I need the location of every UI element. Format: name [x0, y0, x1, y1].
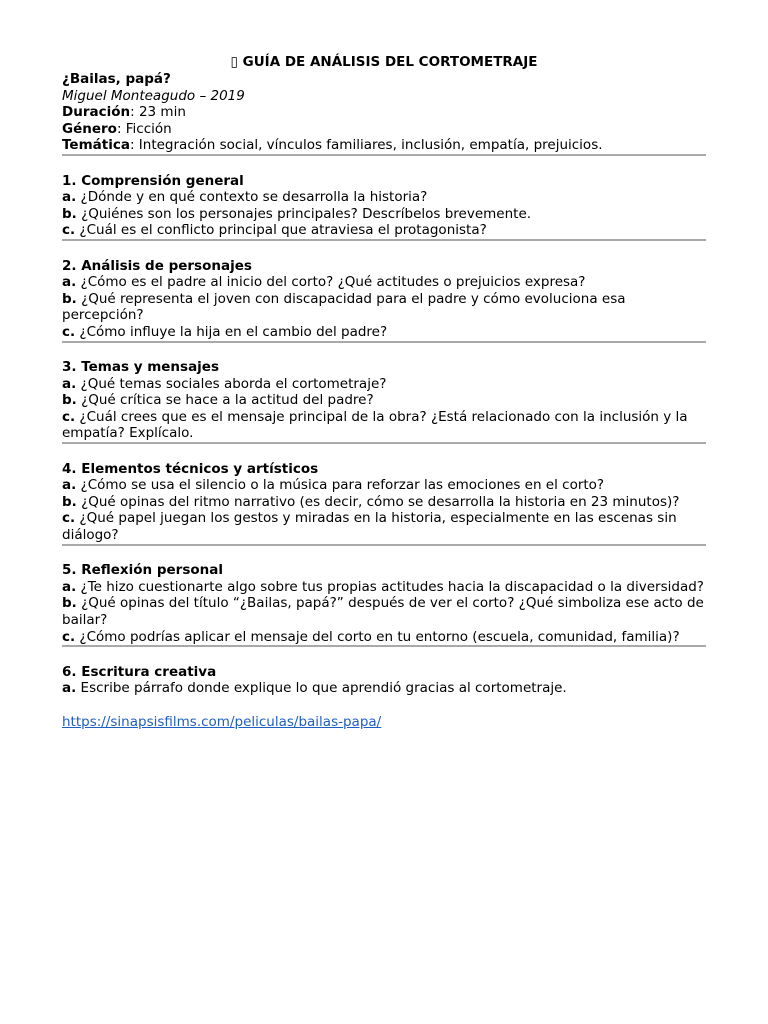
theme-label: Temática — [62, 137, 130, 154]
emoji-placeholder-icon: ▯ — [230, 54, 238, 70]
question-item — [62, 494, 706, 511]
question-text: ¿Dónde y en qué contexto se desarrolla la historia? — [76, 189, 428, 206]
question-text: Escribe párrafo donde explique lo que aprendió gracias al cortometraje. — [76, 680, 567, 697]
section-heading: 4. Elementos técnicos y artísticos — [62, 460, 319, 477]
question-letter: a. — [62, 375, 77, 392]
section-heading: 2. Análisis de personajes — [62, 257, 252, 274]
question-letter: b. — [62, 392, 77, 409]
question-text: ¿Cómo podrías aplicar el mensaje del corto en tu entorno (escuela, comunidad, familia)? — [75, 628, 680, 645]
spacer — [62, 156, 706, 173]
duration-value: : 23 min — [130, 104, 186, 121]
question-letter: c. — [62, 222, 76, 239]
section-heading: 3. Temas y mensajes — [62, 359, 220, 376]
reference-link-line — [62, 714, 706, 731]
question-letter: c. — [62, 408, 76, 425]
spacer — [62, 546, 706, 563]
film-name: ¿Bailas, papá? — [62, 71, 171, 87]
question-letter: a. — [62, 189, 77, 206]
question-text: ¿Qué temas sociales aborda el cortometraje? — [76, 375, 387, 392]
question-letter: b. — [62, 493, 77, 510]
film-director-year: Miguel Monteagudo – 2019 — [62, 87, 245, 104]
question-item — [62, 510, 706, 543]
question-text: ¿Cómo se usa el silencio o la música para reforzar las emociones en el corto? — [76, 477, 605, 494]
question-item — [62, 579, 706, 596]
question-letter: a. — [62, 578, 77, 595]
spacer — [62, 444, 706, 461]
question-text: ¿Qué crítica se hace a la actitud del padre? — [76, 392, 374, 409]
question-letter: a. — [62, 680, 77, 697]
question-text: ¿Qué opinas del ritmo narrativo (es decir, cómo se desarrolla la historia en 23 minutos)? — [76, 493, 680, 510]
reference-link[interactable]: https://sinapsisfilms.com/peliculas/bailas-papa/ — [62, 713, 382, 730]
question-letter: b. — [62, 595, 77, 612]
question-text: ¿Qué representa el joven con discapacidad para el padre y cómo evoluciona esa percepción? — [62, 290, 626, 324]
question-letter: b. — [62, 205, 77, 222]
question-text: ¿Cuál crees que es el mensaje principal de la obra? ¿Está relacionado con la inclusión y la empatía? Explícalo. — [62, 408, 688, 442]
question-item — [62, 324, 706, 341]
question-item — [62, 291, 706, 324]
question-item — [62, 274, 706, 291]
question-item — [62, 189, 706, 206]
question-letter: c. — [62, 510, 76, 527]
question-letter: a. — [62, 477, 77, 494]
document-title-text: GUÍA DE ANÁLISIS DEL CORTOMETRAJE — [242, 54, 538, 70]
duration-label: Duración — [62, 104, 131, 121]
theme-value: : Integración social, vínculos familiares, inclusión, empatía, prejuicios. — [129, 137, 603, 154]
film-duration — [62, 104, 706, 121]
spacer — [62, 647, 706, 664]
question-letter: b. — [62, 290, 77, 307]
question-item — [62, 376, 706, 393]
section-heading: 1. Comprensión general — [62, 172, 244, 189]
film-genre — [62, 121, 706, 138]
question-text: ¿Qué opinas del título “¿Bailas, papá?” después de ver el corto? ¿Qué simboliza ese acto de bailar? — [62, 595, 704, 628]
section-heading: 5. Reflexión personal — [62, 562, 223, 579]
question-text: ¿Quiénes son los personajes principales? Descríbelos brevemente. — [76, 205, 532, 222]
question-item — [62, 595, 706, 628]
section-heading: 6. Escritura creativa — [62, 663, 217, 680]
genre-label: Género — [62, 120, 117, 137]
question-item — [62, 222, 706, 239]
sections-container — [62, 156, 706, 697]
question-text: ¿Te hizo cuestionarte algo sobre tus propias actitudes hacia la discapacidad o la diversidad? — [76, 578, 704, 595]
question-item — [62, 477, 706, 494]
question-letter: a. — [62, 274, 77, 291]
genre-value: : Ficción — [116, 120, 172, 137]
spacer — [62, 343, 706, 360]
question-item — [62, 409, 706, 442]
question-item — [62, 680, 706, 697]
question-text: ¿Cuál es el conflicto principal que atraviesa el protagonista? — [75, 222, 487, 239]
question-text: ¿Cómo es el padre al inicio del corto? ¿Qué actitudes o prejuicios expresa? — [76, 274, 586, 291]
question-item — [62, 206, 706, 223]
document-title — [62, 54, 706, 71]
question-letter: c. — [62, 323, 76, 340]
question-letter: c. — [62, 628, 76, 645]
film-theme — [62, 137, 706, 154]
question-item — [62, 629, 706, 646]
question-text: ¿Qué papel juegan los gestos y miradas en la historia, especialmente en las escenas sin diálogo? — [62, 510, 677, 544]
question-text: ¿Cómo influye la hija en el cambio del padre? — [75, 323, 388, 340]
question-item — [62, 392, 706, 409]
spacer — [62, 241, 706, 258]
spacer — [62, 697, 706, 714]
